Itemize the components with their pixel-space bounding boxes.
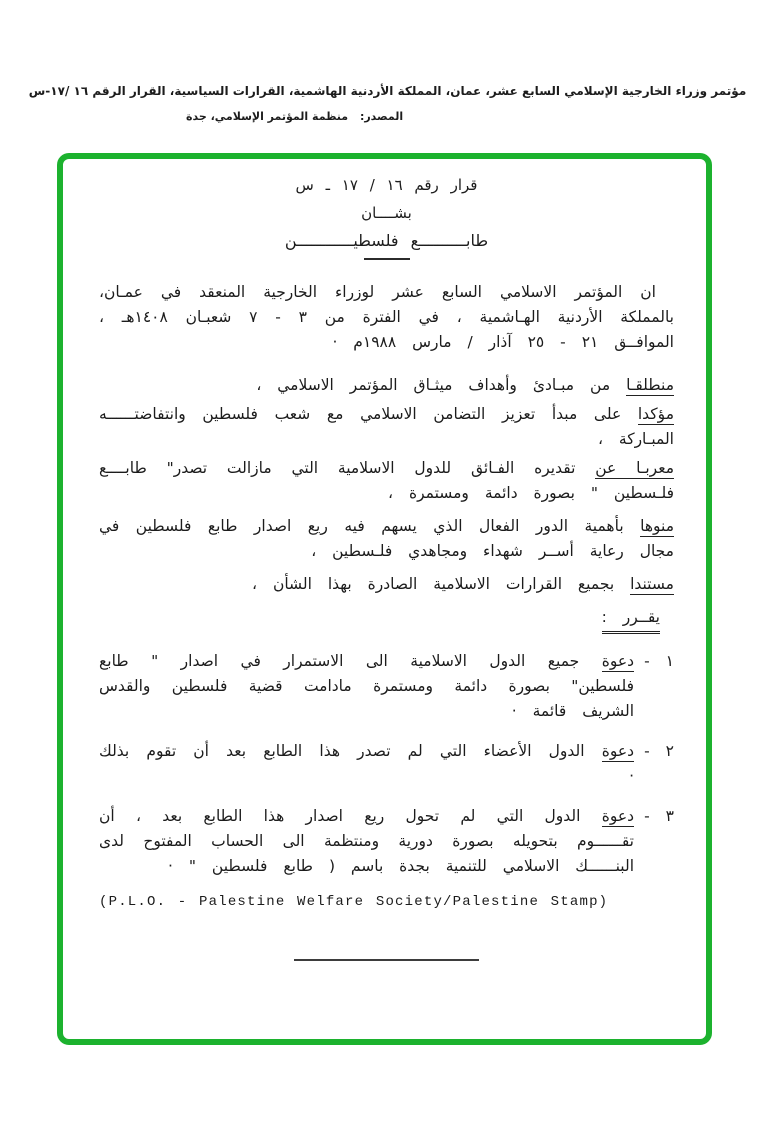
decision-item bbox=[99, 739, 674, 789]
item-body bbox=[99, 649, 634, 724]
paragraph-text: بجميع القرارات الاسلامية الصادرة بهذا الشأن ، bbox=[252, 575, 631, 593]
item-text: الدول التي لم تحول ريع اصدار هذا الطابع بعد ، أن تقــــــوم بتحويله بصورة دورية ومنتظمة الى الحساب المفتوح لدى البنــــــك الاسلامي للتنمية بجدة باسم ( طابع فلسطين " · bbox=[99, 807, 634, 875]
item-body bbox=[99, 739, 634, 789]
preamble-paragraph bbox=[99, 373, 674, 398]
resolution-subject: طابــــــــــع فلسطيــــــــــــن bbox=[284, 231, 489, 250]
paragraph-text: من مبـادئ وأهداف ميثـاق المؤتمر الاسلامي ، bbox=[256, 376, 627, 394]
lead-word: مؤكدا bbox=[637, 405, 674, 423]
opening-paragraph: ان المؤتمر الاسلامي السابع عشر لوزراء الخارجية المنعقد في عمـان، بالمملكة الأردنية الهـاشمية ، في الفترة من ٣ - ٧ شعبـان ١٤٠٨هـ ، الموافــق ٢١ - ٢٥ آذار / مارس ١٩٨٨م · bbox=[99, 283, 674, 351]
plo-footnote: (P.L.O. - Palestine Welfare Society/Palestine Stamp) bbox=[99, 894, 609, 910]
source-line bbox=[186, 110, 403, 123]
preamble-paragraph bbox=[99, 402, 674, 452]
title-underline-mark bbox=[364, 258, 410, 260]
source-label: المصدر: bbox=[359, 110, 404, 123]
decision-item bbox=[99, 804, 674, 879]
bottom-divider bbox=[294, 959, 479, 961]
paragraph-text: تقديره الفـائق للدول الاسلامية التي مازالت تصدر" طابــــع فلـسطين " بصورة دائمة ومستمرة ، bbox=[99, 459, 674, 502]
decision-item bbox=[99, 649, 674, 724]
lead-word: معربـا عن bbox=[595, 459, 675, 477]
document-frame bbox=[57, 153, 712, 1045]
decision-list bbox=[99, 649, 674, 879]
item-number: ٢ - bbox=[644, 742, 674, 760]
lead-word: منطلقـا bbox=[626, 376, 674, 394]
resolution-title-block bbox=[99, 173, 674, 260]
paragraph-text: بأهمية الدور الفعال الذي يسهم فيه ريع اصدار طابع فلسطين في مجال رعاية أســر شهداء ومجاهدي فلـسطين ، bbox=[99, 517, 674, 560]
item-text: جميع الدول الاسلامية الى الاستمرار في اصدار " طابع فلسطين" بصورة دائمة ومستمرة مادامت قضية فلسطين والقدس الشريف قائمة · bbox=[99, 652, 634, 720]
item-number: ١ - bbox=[644, 652, 674, 670]
lead-word: منوها bbox=[640, 517, 674, 535]
item-body bbox=[99, 804, 634, 879]
resolution-subject-word: بشــــان bbox=[361, 204, 412, 222]
lead-word: مستندا bbox=[630, 575, 674, 593]
resolution-number: قرار رقم ١٦ / ١٧ ـ س bbox=[295, 176, 478, 194]
decides-label: يقــرر : bbox=[99, 605, 674, 634]
source-value: منظمة المؤتمر الإسلامي، جدة bbox=[186, 110, 349, 123]
preamble-paragraph bbox=[99, 456, 674, 506]
item-number: ٣ - bbox=[644, 807, 674, 825]
paragraph-text: على مبدأ تعزيز التضامن الاسلامي مع شعب فلسطين وانتفاضتــــــه المبـاركة ، bbox=[99, 405, 674, 448]
preamble-paragraph bbox=[99, 572, 674, 597]
document-body bbox=[63, 159, 706, 1039]
lead-word: دعوة bbox=[601, 807, 634, 825]
lead-word: دعوة bbox=[601, 742, 634, 760]
preamble-paragraph bbox=[99, 514, 674, 564]
header-citation: مؤتمر وزراء الخارجية الإسلامي السابع عشر، عمان، المملكة الأردنية الهاشمية، القرارات السياسية، القرار الرقم ١٦ /١٧-س bbox=[28, 84, 747, 98]
lead-word: دعوة bbox=[601, 652, 634, 670]
item-text: الدول الأعضاء التي لم تصدر هذا الطابع بعد أن تقوم بذلك · bbox=[99, 742, 634, 785]
